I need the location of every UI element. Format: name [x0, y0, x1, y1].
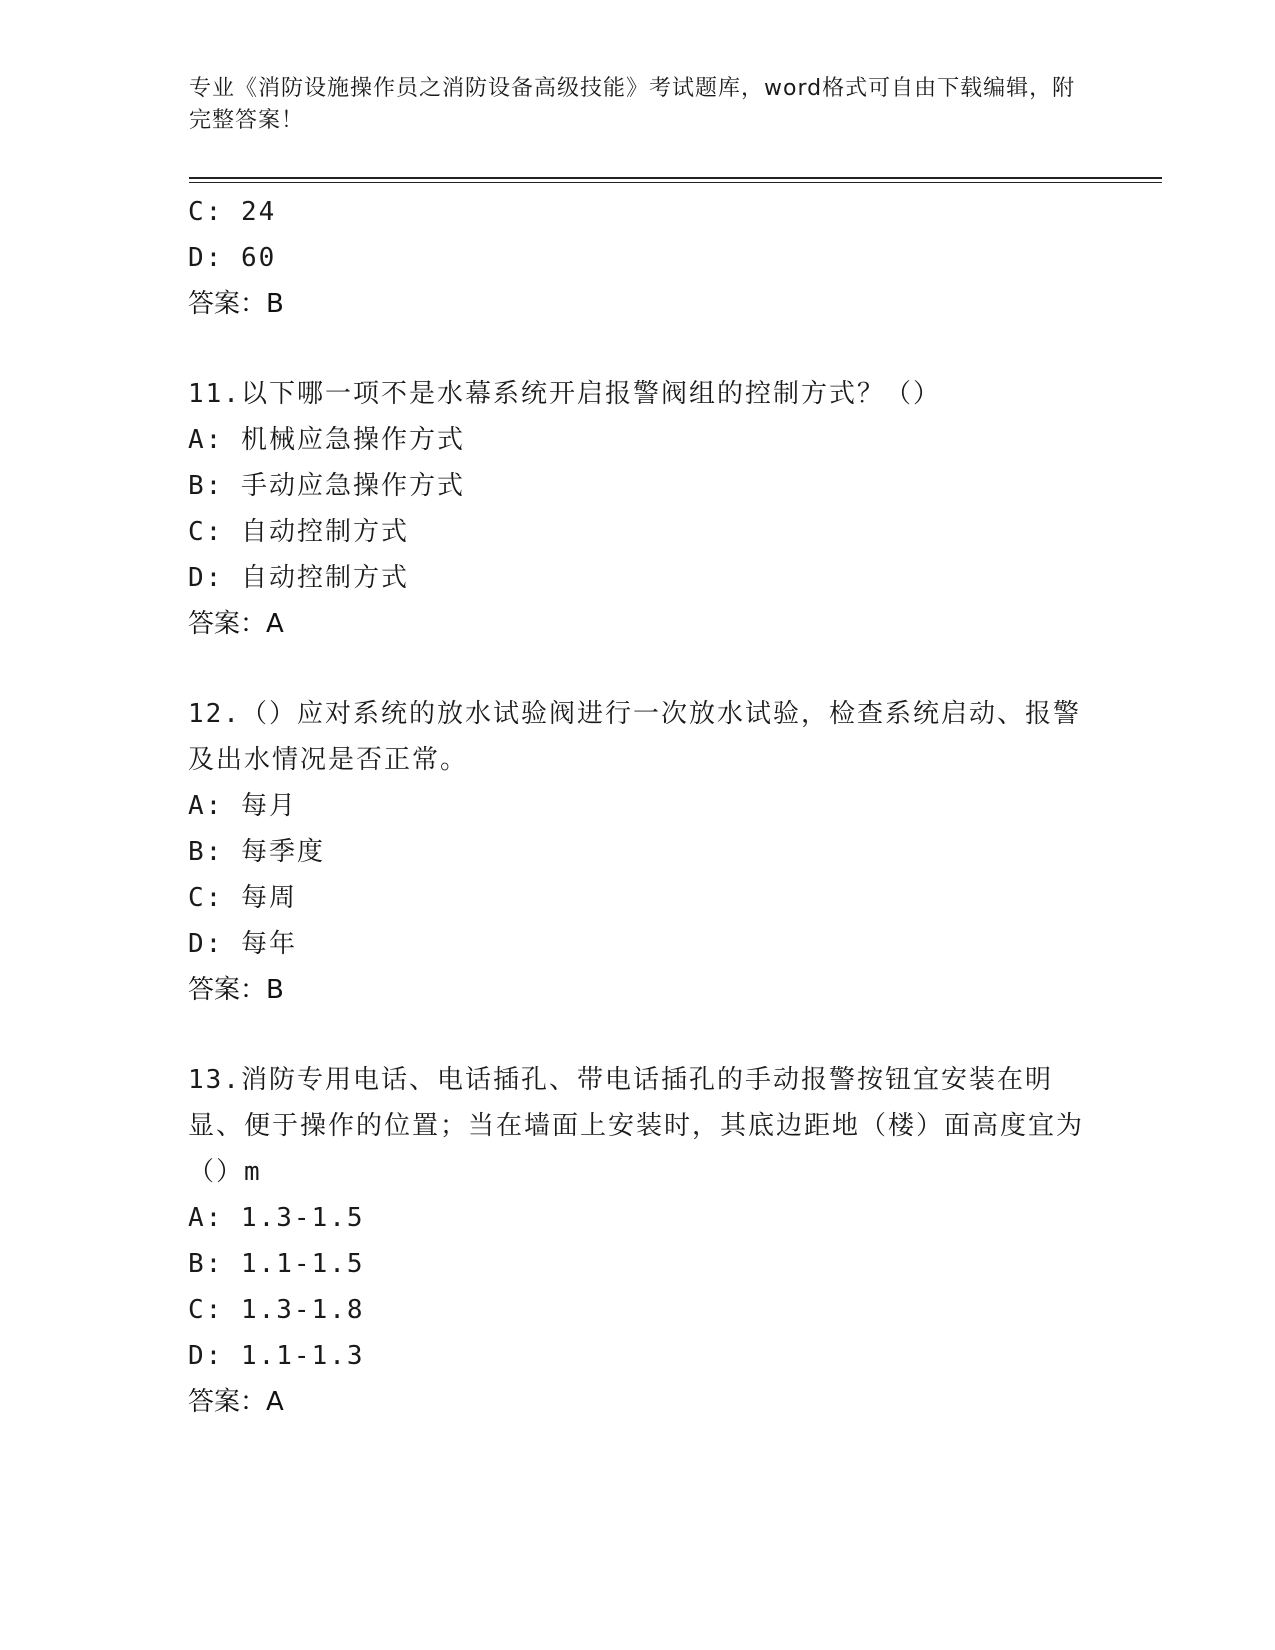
option-c: C: 每周 — [188, 883, 297, 913]
answer-line: 答案：B — [188, 289, 284, 319]
option-c: C: 1.3-1.8 — [188, 1295, 365, 1325]
option-d: D: 自动控制方式 — [188, 563, 409, 593]
previous-question-tail — [188, 189, 1088, 327]
option-a: A: 每月 — [188, 791, 297, 821]
option-b: B: 手动应急操作方式 — [188, 471, 465, 501]
question-stem: 12.（）应对系统的放水试验阀进行一次放水试验，检查系统启动、报警及出水情况是否正常。 — [188, 699, 1081, 775]
option-a: A: 机械应急操作方式 — [188, 425, 465, 455]
answer-line: 答案：A — [188, 609, 284, 639]
option-a: A: 1.3-1.5 — [188, 1203, 365, 1233]
option-c: C: 24 — [188, 197, 277, 227]
option-d: D: 60 — [188, 243, 277, 273]
option-d: D: 1.1-1.3 — [188, 1341, 365, 1371]
option-c: C: 自动控制方式 — [188, 517, 409, 547]
header-divider-thick — [189, 177, 1162, 179]
question-12 — [188, 691, 1088, 1013]
question-list — [188, 189, 1088, 1425]
question-stem: 13.消防专用电话、电话插孔、带电话插孔的手动报警按钮宜安装在明显、便于操作的位置；当在墙面上安装时，其底边距地（楼）面高度宜为（）m — [188, 1065, 1085, 1187]
question-stem: 11.以下哪一项不是水幕系统开启报警阀组的控制方式？（） — [188, 379, 941, 409]
answer-line: 答案：B — [188, 975, 284, 1005]
answer-line: 答案：A — [188, 1387, 284, 1417]
option-d: D: 每年 — [188, 929, 297, 959]
question-13 — [188, 1057, 1088, 1425]
option-b: B: 每季度 — [188, 837, 325, 867]
question-11 — [188, 371, 1088, 647]
document-header: 专业《消防设施操作员之消防设备高级技能》考试题库，word格式可自由下载编辑，附完整答案！ — [189, 76, 1076, 133]
header-divider-thin — [189, 182, 1162, 183]
option-b: B: 1.1-1.5 — [188, 1249, 365, 1279]
